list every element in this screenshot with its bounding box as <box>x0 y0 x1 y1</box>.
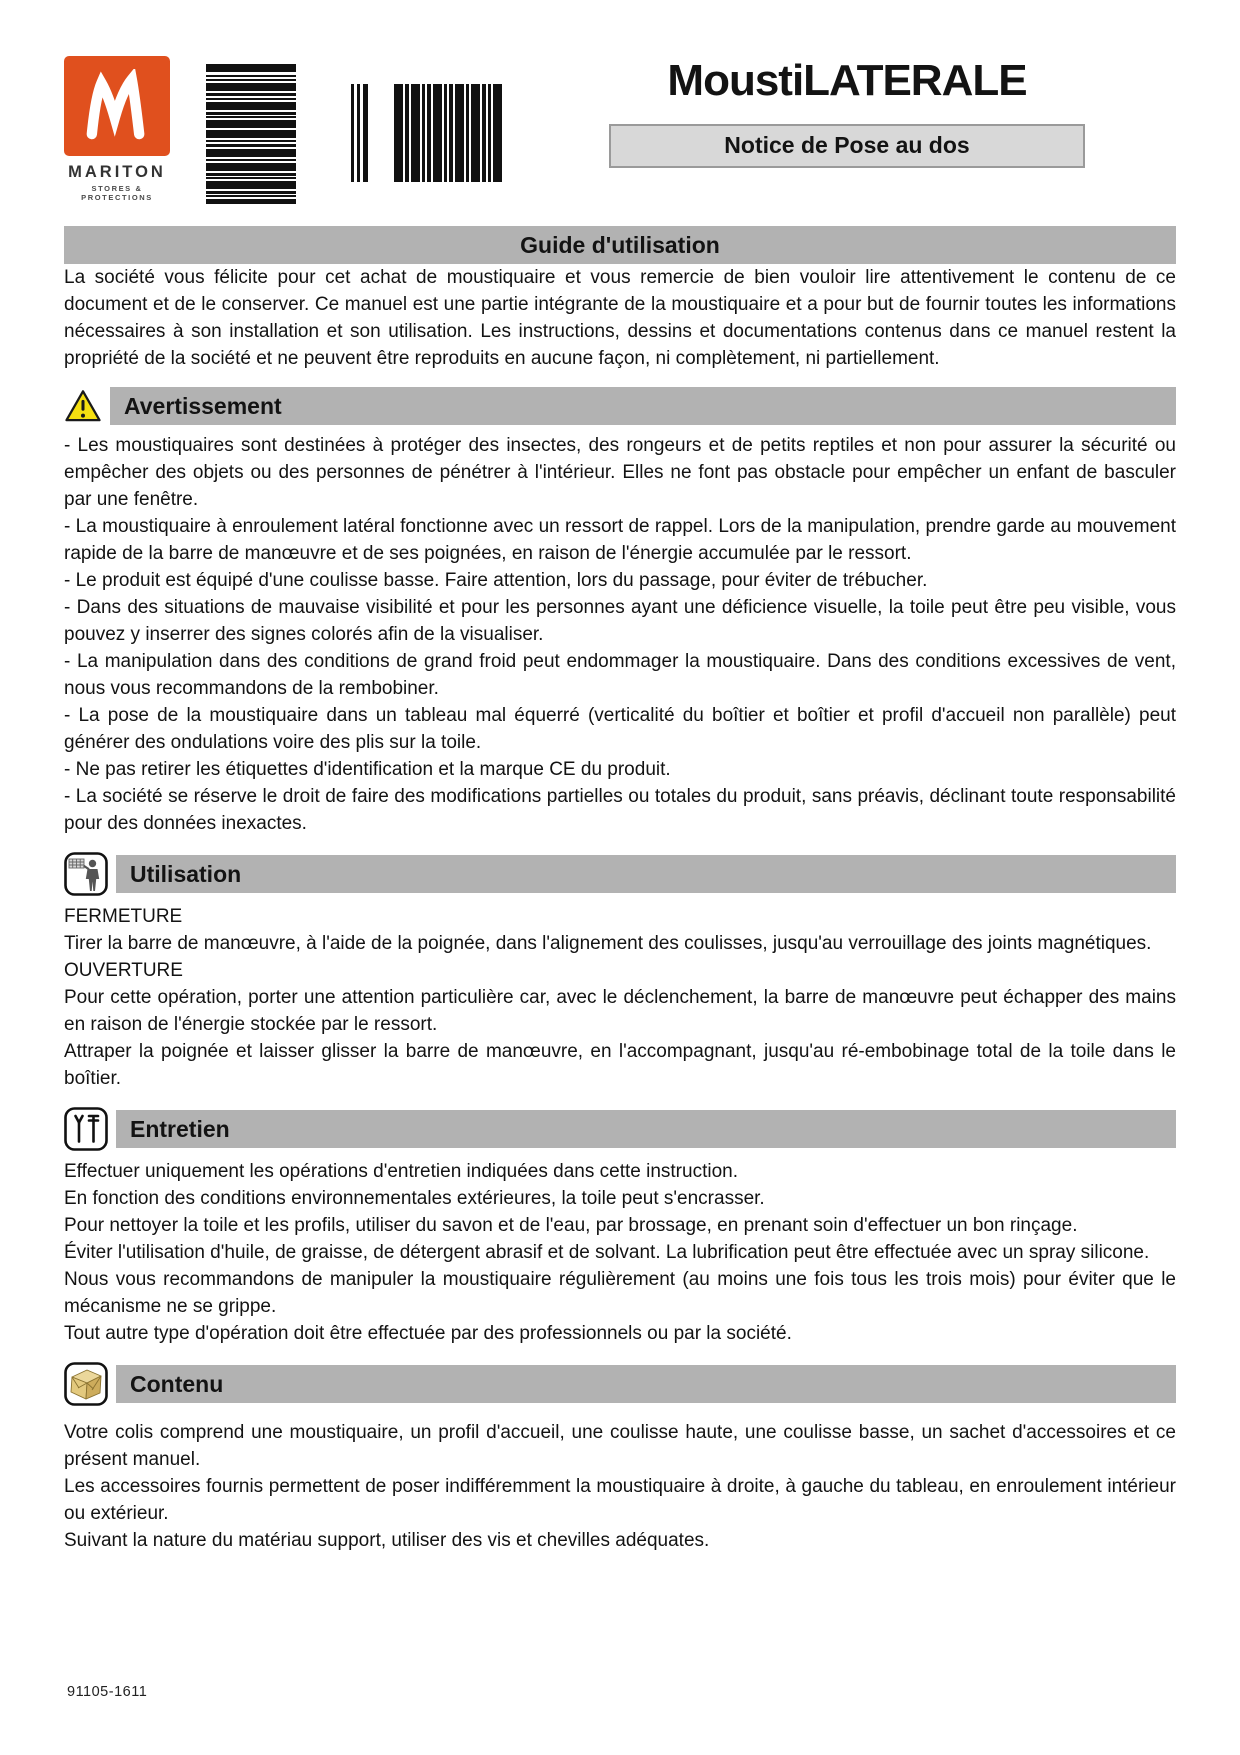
page-title: MoustiLATERALE <box>667 56 1027 105</box>
ouverture-text: Pour cette opération, porter une attention particulière car, avec le déclenchement, la barre de manœuvre peut échapper des mains en raison de l'énergie stockée par le ressort. <box>64 987 1176 1035</box>
header-right <box>518 56 1176 168</box>
intro-paragraph: La société vous félicite pour cet achat de moustiquaire et vous remercie de bien vouloir lire attentivement le contenu de ce document et de le conserver. Ce manuel est une partie intégrante de la moustiquaire et a pour but de fournir toutes les informations nécessaires à son installation et son utilisation. Les instructions, dessins et documentations contenus dans ce manuel restent la propriété de la société et ne peuvent être reproduits en aucune façon, ni complètement, ni partiellement. <box>64 267 1176 369</box>
barcode-horizontal-icon <box>206 64 296 209</box>
warning-triangle-icon <box>64 389 102 423</box>
user-operation-icon <box>64 852 108 896</box>
notice-box: Notice de Pose au dos <box>609 124 1085 168</box>
warning-item: - Les moustiquaires sont destinées à protéger des insectes, des rongeurs et de petits reptiles et non pour assurer la sécurité ou empêcher des objets ou des personnes de pénétrer à l'intérieur. Elles ne font pas obstacle pour empêcher un enfant de basculer par une fenêtre. <box>64 435 1176 510</box>
section-title-avertissement: Avertissement <box>110 387 1176 425</box>
entretien-line: Éviter l'utilisation d'huile, de graisse, de détergent abrasif et de solvant. La lubrification peut être effectuée avec un spray silicone. <box>64 1242 1150 1263</box>
guide-band: Guide d'utilisation <box>64 226 1176 264</box>
tools-icon <box>64 1107 108 1151</box>
entretien-line: Effectuer uniquement les opérations d'entretien indiquées dans cette instruction. <box>64 1161 738 1182</box>
section-header-entretien <box>64 1107 1176 1151</box>
package-icon <box>64 1362 108 1406</box>
entretien-line: Pour nettoyer la toile et les profils, utiliser du savon et de l'eau, par brossage, en prenant soin d'effectuer un bon rinçage. <box>64 1215 1078 1236</box>
mariton-logo-icon <box>64 56 170 156</box>
barcode-vertical-icon <box>346 84 504 187</box>
section-title-entretien: Entretien <box>116 1110 1176 1148</box>
fermeture-text: Tirer la barre de manœuvre, à l'aide de la poignée, dans l'alignement des coulisses, jusqu'au verrouillage des joints magnétiques. <box>64 933 1152 954</box>
contenu-line: Votre colis comprend une moustiquaire, un profil d'accueil, une coulisse haute, une coulisse basse, un sachet d'accessoires et ce présent manuel. <box>64 1422 1176 1470</box>
ouverture-label: OUVERTURE <box>64 960 183 981</box>
warning-item: - La pose de la moustiquaire dans un tableau mal équerré (verticalité du boîtier et boîtier et profil d'accueil non parallèle) peut générer des ondulations voire des plis sur la toile. <box>64 705 1176 753</box>
avertissement-content <box>64 432 1176 837</box>
ouverture-text: Attraper la poignée et laisser glisser la barre de manœuvre, en l'accompagnant, jusqu'au ré-embobinage total de la toile dans le boîtier. <box>64 1041 1176 1089</box>
section-header-contenu <box>64 1362 1176 1406</box>
contenu-content <box>64 1419 1176 1554</box>
warning-item: - Ne pas retirer les étiquettes d'identification et la marque CE du produit. <box>64 759 671 780</box>
brand-name: MARITON <box>68 163 166 181</box>
document-header <box>64 56 1176 209</box>
utilisation-content <box>64 903 1176 1092</box>
warning-item: - La moustiquaire à enroulement latéral fonctionne avec un ressort de rappel. Lors de la manipulation, prendre garde au mouvement rapide de la barre de manœuvre et de ses poignées, en raison de l'énergie accumulée par le ressort. <box>64 516 1176 564</box>
section-title-utilisation: Utilisation <box>116 855 1176 893</box>
section-header-utilisation <box>64 852 1176 896</box>
contenu-line: Suivant la nature du matériau support, utiliser des vis et chevilles adéquates. <box>64 1530 710 1551</box>
entretien-line: Nous vous recommandons de manipuler la moustiquaire régulièrement (au moins une fois tous les trois mois) pour éviter que le mécanisme ne se grippe. <box>64 1269 1176 1317</box>
section-title-contenu: Contenu <box>116 1365 1176 1403</box>
warning-item: - Le produit est équipé d'une coulisse basse. Faire attention, lors du passage, pour éviter de trébucher. <box>64 570 928 591</box>
entretien-line: En fonction des conditions environnementales extérieures, la toile peut s'encrasser. <box>64 1188 765 1209</box>
warning-item: - La société se réserve le droit de faire des modifications partielles ou totales du produit, sans préavis, déclinant toute responsabilité pour des données inexactes. <box>64 786 1176 834</box>
entretien-line: Tout autre type d'opération doit être effectuée par des professionnels ou par la société. <box>64 1323 792 1344</box>
section-header-avertissement <box>64 387 1176 425</box>
warning-item: - La manipulation dans des conditions de grand froid peut endommager la moustiquaire. Dans des conditions excessives de vent, nous vous recommandons de la rembobiner. <box>64 651 1176 699</box>
logo-m-glyph <box>78 69 156 143</box>
document-reference-code: 91105-1611 <box>67 1684 148 1700</box>
contenu-line: Les accessoires fournis permettent de poser indifféremment la moustiquaire à droite, à gauche du tableau, en enroulement intérieur ou extérieur. <box>64 1476 1176 1524</box>
entretien-content <box>64 1158 1176 1347</box>
warning-item: - Dans des situations de mauvaise visibilité et pour les personnes ayant une déficience visuelle, la toile peut être peu visible, vous pouvez y inserrer des signes colorés afin de la visualiser. <box>64 597 1176 645</box>
fermeture-label: FERMETURE <box>64 906 183 927</box>
brand-tagline: STORES & PROTECTIONS <box>81 184 153 202</box>
brand-block <box>64 56 176 202</box>
